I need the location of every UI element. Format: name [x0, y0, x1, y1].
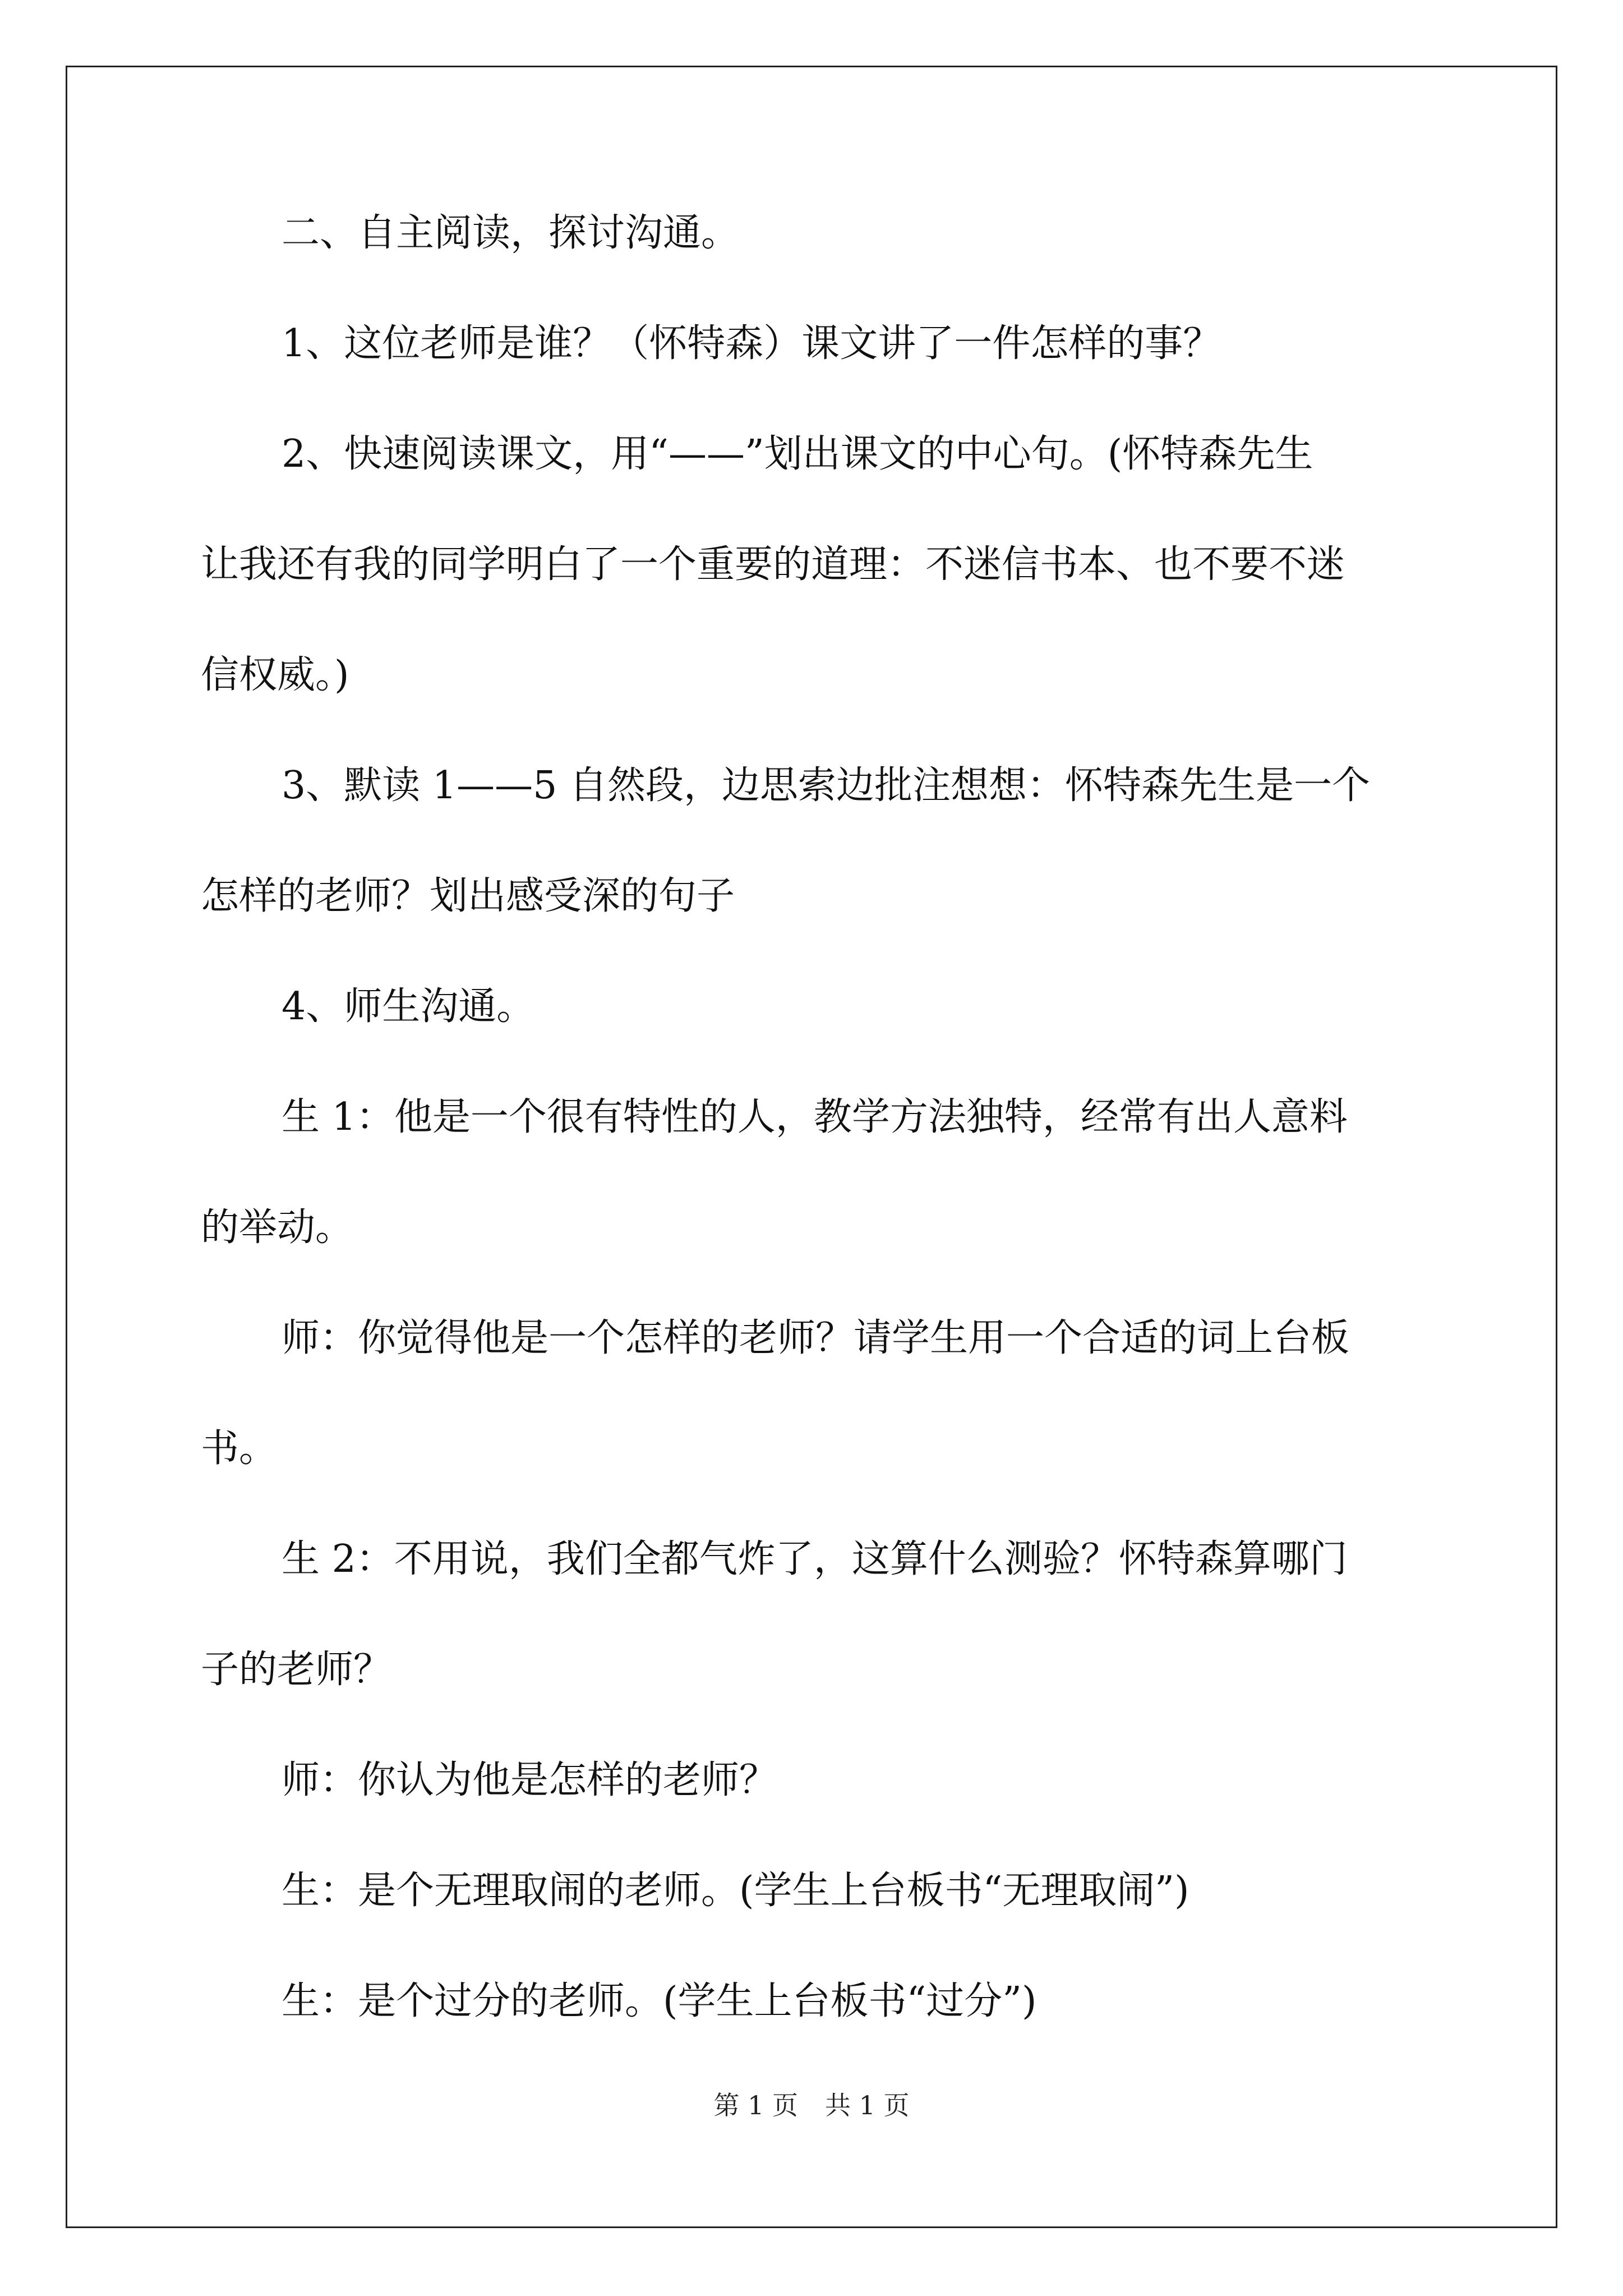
page-number: 第 1 页: [713, 2090, 798, 2120]
paragraph-line: 3、默读 1——5 自然段，边思索边批注想想：怀特森先生是一个: [282, 763, 1371, 808]
paragraph-line: 2、快速阅读课文，用“——”划出课文的中心句。(怀特森先生: [282, 432, 1313, 476]
page-total: 共 1 页: [825, 2090, 910, 2120]
paragraph-line: 生 1：他是一个很有特性的人，教学方法独特，经常有出人意料: [282, 1095, 1348, 1139]
paragraph-line: 让我还有我的同学明白了一个重要的道理：不迷信书本、也不要不迷: [201, 542, 1345, 587]
paragraph-line: 二、自主阅读，探讨沟通。: [282, 211, 740, 255]
paragraph-line: 师：你觉得他是一个怎样的老师？请学生用一个合适的词上台板: [282, 1316, 1350, 1360]
paragraph-line: 生：是个过分的老师。(学生上台板书“过分”): [282, 1979, 1037, 2023]
paragraph-line: 的举动。: [201, 1205, 354, 1250]
paragraph-line: 书。: [201, 1427, 278, 1471]
paragraph-line: 4、师生沟通。: [282, 984, 535, 1029]
paragraph-line: 1、这位老师是谁？（怀特森）课文讲了一件怎样的事？: [282, 321, 1221, 366]
paragraph-line: 子的老师？: [201, 1648, 392, 1692]
page-footer: [0, 2090, 1623, 2121]
paragraph-line: 生 2：不用说，我们全都气炸了，这算什么测验？怀特森算哪门: [282, 1537, 1348, 1581]
paragraph-line: 生：是个无理取闹的老师。(学生上台板书“无理取闹”): [282, 1869, 1189, 1913]
paragraph-line: 怎样的老师？划出感受深的句子: [201, 874, 735, 918]
paragraph-line: 信权威。): [201, 653, 349, 697]
paragraph-line: 师：你认为他是怎样的老师？: [282, 1758, 778, 1802]
